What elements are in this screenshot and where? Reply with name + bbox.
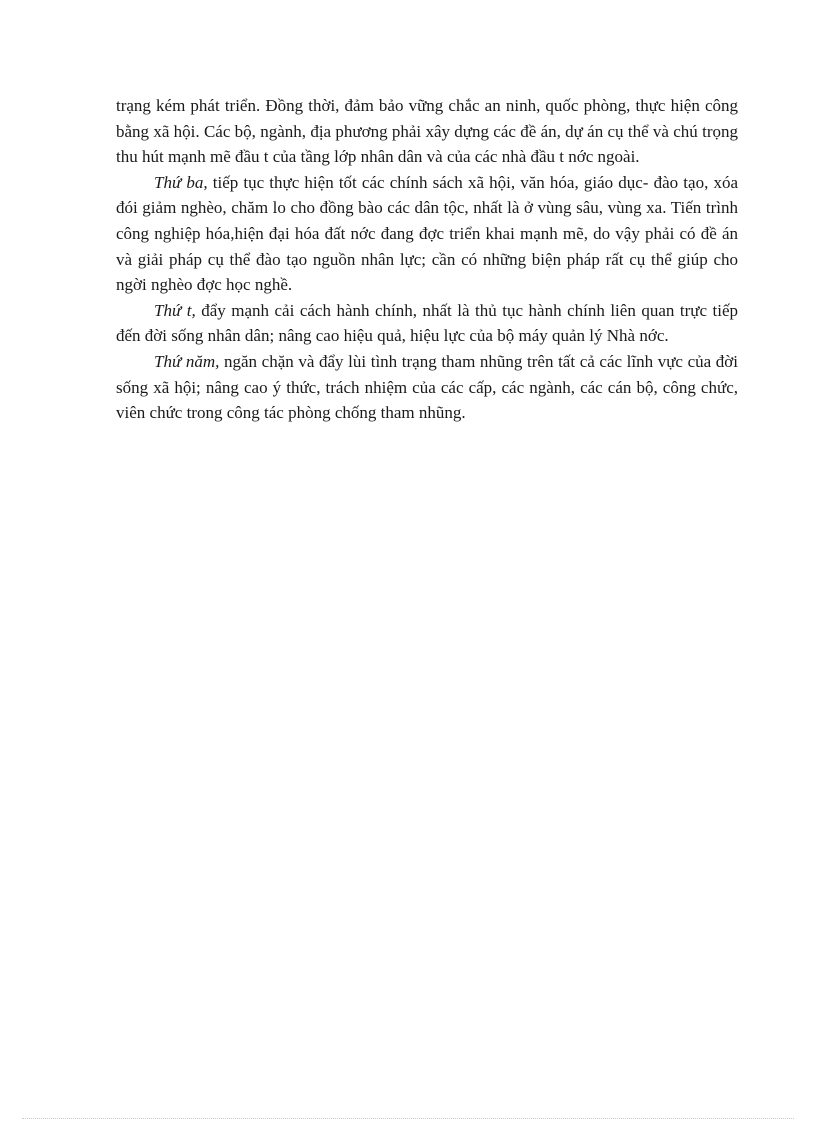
paragraph-continuation bbox=[116, 93, 738, 170]
paragraph-text: trạng kém phát triển. Đồng thời, đảm bảo vững chắc an ninh, quốc phòng, thực hiện công bằng xã hội. Các bộ, ngành, địa phương phải xây dựng các đề án, dự án cụ thể và chú trọng thu hút mạnh mẽ đầu t của tầng lớp nhân dân và của các nhà đầu t nớc ngoài. bbox=[116, 96, 738, 167]
paragraph-text: ngăn chặn và đẩy lùi tình trạng tham nhũng trên tất cả các lĩnh vực của đời sống xã hội; nâng cao ý thức, trách nhiệm của các cấp, các ngành, các cán bộ, công chức, viên chức trong công tác phòng chống tham nhũng. bbox=[116, 351, 738, 423]
paragraph-lead: Thứ năm, bbox=[154, 351, 220, 371]
paragraph-thu-tu bbox=[116, 298, 738, 349]
paragraph-text: tiếp tục thực hiện tốt các chính sách xã hội, văn hóa, giáo dục- đào tạo, xóa đói giảm nghèo, chăm lo cho đồng bào các dân tộc, nhất là ở vùng sâu, vùng xa. Tiến trình công nghiệp hóa,hiện đại hóa đất nớc đang đợc triển khai mạnh mẽ, do vậy phải có đề án và giải pháp cụ thể đào tạo nguồn nhân lực; cần có những biện pháp rất cụ thể giúp cho ngời nghèo đợc học nghề. bbox=[116, 172, 738, 295]
paragraph-thu-ba bbox=[116, 170, 738, 298]
paragraph-thu-nam bbox=[116, 349, 738, 426]
paragraph-lead: Thứ t, bbox=[154, 300, 196, 320]
page-bottom-divider bbox=[22, 1118, 794, 1119]
paragraph-text: đẩy mạnh cải cách hành chính, nhất là thủ tục hành chính liên quan trực tiếp đến đời sống nhân dân; nâng cao hiệu quả, hiệu lực của bộ máy quản lý Nhà nớc. bbox=[116, 300, 739, 346]
document-body bbox=[116, 93, 738, 426]
paragraph-lead: Thứ ba, bbox=[154, 172, 208, 192]
